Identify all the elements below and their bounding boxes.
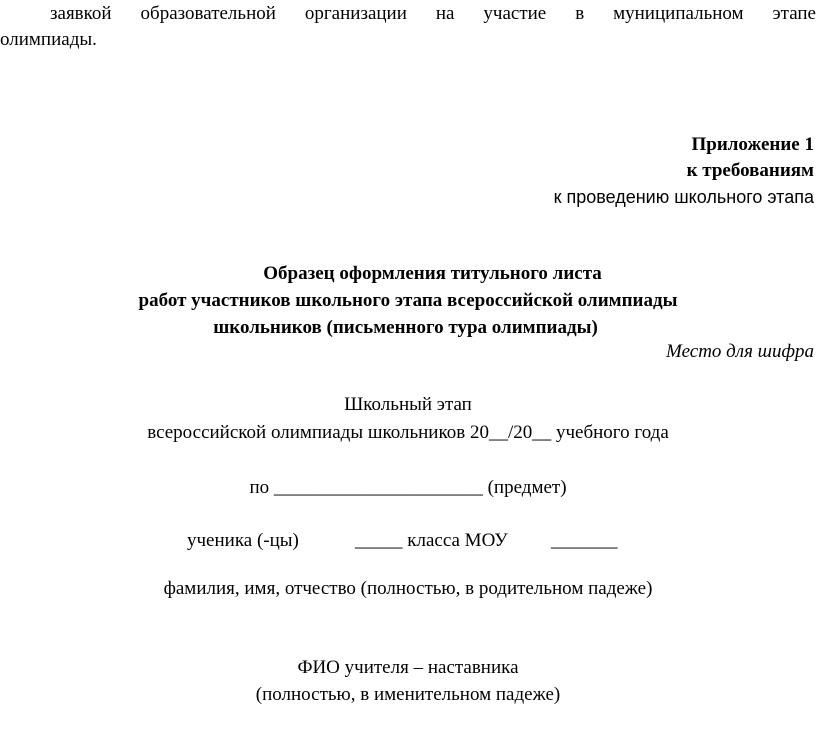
cipher-place-label: Место для шифра	[666, 341, 814, 362]
student-school-line: _______	[551, 530, 618, 551]
appendix-number: Приложение 1	[691, 134, 814, 155]
olympiad-year-line: всероссийской олимпиады школьников 20__/20__ учебного года	[147, 422, 669, 443]
stage-label: Школьный этап	[344, 394, 472, 415]
student-class-line: _____ класса МОУ	[355, 530, 508, 551]
subject-line: по ______________________ (предмет)	[249, 477, 567, 498]
intro-line-1: заявкой образовательной организации на участие в муниципальном этапе	[50, 3, 816, 24]
student-fio-line: фамилия, имя, отчество (полностью, в родительном падеже)	[163, 578, 653, 599]
teacher-label: ФИО учителя – наставника	[297, 657, 519, 678]
title-line-2: работ участников школьного этапа всероссийской олимпиады	[138, 290, 678, 311]
appendix-requirements: к требованиям	[686, 160, 814, 181]
intro-line-2: олимпиады.	[0, 29, 97, 50]
title-line-3: школьников (письменного тура олимпиады)	[213, 317, 598, 338]
title-line-1: Образец оформления титульного листа	[263, 263, 602, 284]
student-prefix: ученика (-цы)	[187, 530, 299, 551]
appendix-subtitle: к проведению школьного этапа	[553, 187, 814, 207]
teacher-note: (полностью, в именительном падеже)	[255, 684, 561, 705]
